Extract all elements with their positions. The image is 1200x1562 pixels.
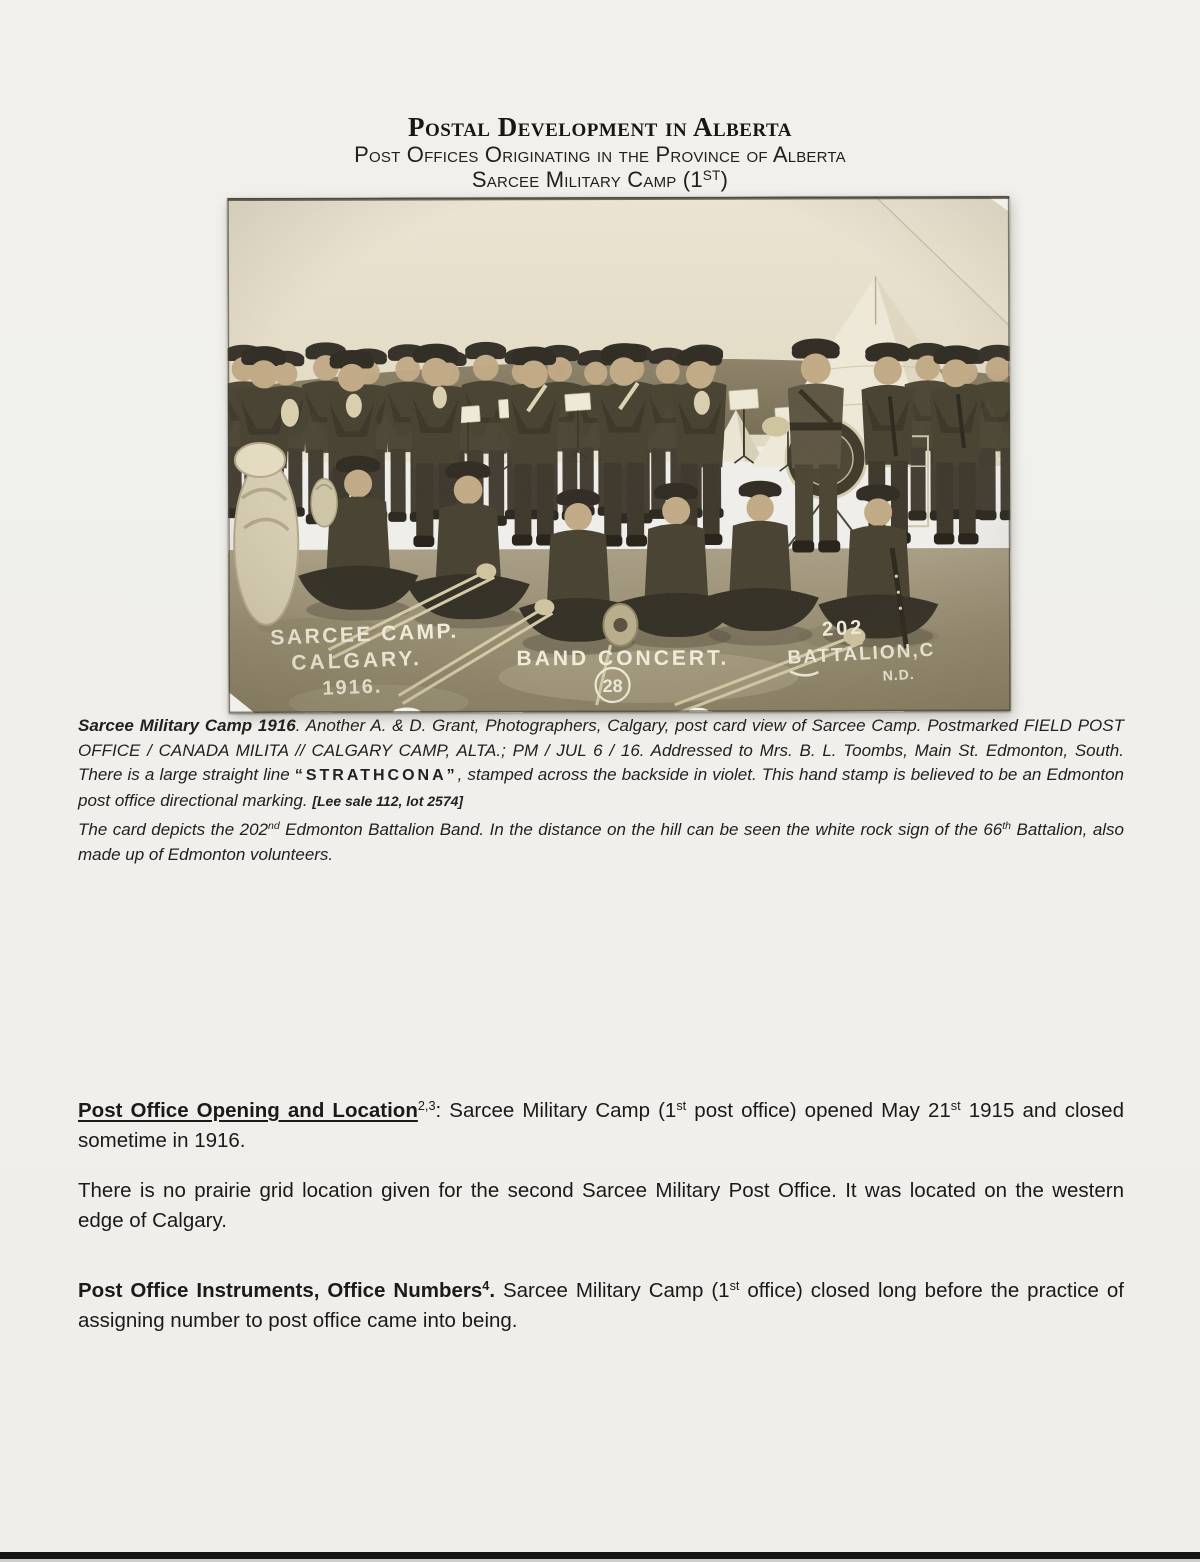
note-part-2: Edmonton Battalion Band. In the distance on the hill can be seen the white rock sign of the 66 [279, 820, 1003, 839]
instruments-heading: Post Office Instruments, Office Numbers [78, 1279, 483, 1302]
caption-lee-reference: [Lee sale 112, lot 2574] [312, 792, 464, 809]
subtitle2-superscript: ST [702, 167, 721, 183]
page-subtitle-2 [0, 167, 1200, 192]
page-header [0, 112, 1200, 192]
instruments-sup-st: st [729, 1278, 740, 1294]
section-opening-location [78, 1096, 1124, 1156]
opening-heading: Post Office Opening and Location [78, 1099, 418, 1122]
note-sup-th: th [1002, 820, 1012, 833]
page-title: Postal Development in Alberta [407, 112, 793, 142]
paragraph-grid-location: There is no prairie grid location given for the second Sarcee Military Post Office. It was located on the western edge of Calgary. [78, 1179, 1124, 1232]
caption-strathcona: “STRATHCONA” [294, 767, 458, 784]
opening-sup-st-2: st [950, 1098, 961, 1114]
scan-bottom-edge [0, 1552, 1200, 1559]
card-note-paragraph [78, 817, 1124, 867]
opening-part-1: : Sarcee Military Camp (1 [435, 1099, 677, 1122]
photo-caption-paragraph [78, 714, 1124, 813]
page-subtitle: Post Offices Originating in the Province of Alberta [354, 142, 846, 167]
subtitle2-text: Sarcee Military Camp (1 [471, 167, 703, 192]
instruments-heading-sup: 4 [482, 1278, 490, 1294]
opening-part-2: post office) opened May 21 [686, 1099, 951, 1122]
opening-part-3: 1915 and closed sometime in 1916. [78, 1099, 1124, 1152]
opening-sup-st-1: st [676, 1098, 687, 1114]
subtitle2-close: ) [720, 167, 729, 192]
note-part-1: The card depicts the 202 [78, 820, 269, 839]
photo-grain [227, 196, 1010, 713]
section-instruments-numbers [78, 1276, 1124, 1336]
instruments-part-1: Sarcee Military Camp (1 [502, 1279, 730, 1302]
caption-body-2: , stamped across the backside in violet. This hand stamp is believed to be an Edmonton post office directional marking. [78, 765, 1124, 810]
caption-lead: Sarcee Military Camp 1916 [78, 716, 296, 735]
opening-heading-sup: 2,3 [417, 1098, 436, 1114]
note-sup-nd: nd [268, 820, 280, 833]
postcard-photo-svg [227, 196, 1010, 713]
postcard-photo [227, 196, 1010, 713]
caption-body-1: . Another A. & D. Grant, Photographers, Calgary, post card view of Sarcee Camp. Postmarked FIELD POST OFFICE / CANADA MILITA // CALGARY CAMP, ALTA.; PM / JUL 6 / 16. Addressed to Mrs. B. L. Toombs, Main St. Edmonton, South. There is a large straight line [78, 716, 1124, 784]
note-part-3: Battalion, also made up of Edmonton volunteers. [78, 820, 1125, 864]
instruments-part-2: office) closed long before the practice of assigning number to post office came into being. [78, 1279, 1124, 1332]
instruments-heading-period: . [489, 1279, 503, 1302]
